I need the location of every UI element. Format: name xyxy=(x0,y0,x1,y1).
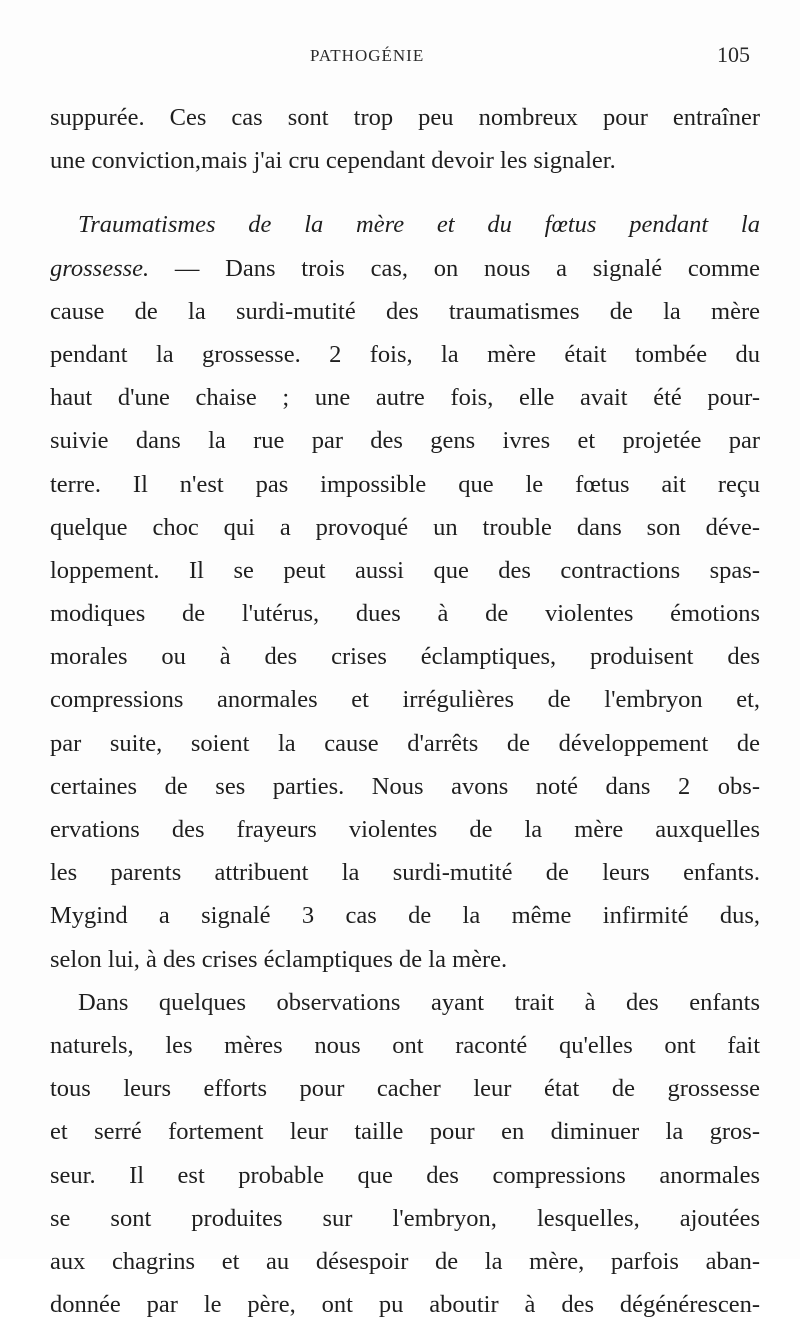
text-line: quelque choc qui a provoqué un trouble dans son déve- xyxy=(50,513,760,541)
text-line: donnée par le père, ont pu aboutir à des dégénérescen- xyxy=(50,1291,760,1319)
text-line: suppurée. Ces cas sont trop peu nombreux pour entraîner xyxy=(50,104,760,131)
running-head xyxy=(50,44,750,74)
section-heading-line xyxy=(50,203,760,246)
body-text xyxy=(50,96,760,1326)
text-line: une conviction,mais j'ai cru cependant devoir les signaler. xyxy=(50,147,616,175)
text-line: naturels, les mères nous ont raconté qu'elles ont fait xyxy=(50,1031,760,1059)
text-line: se sont produites sur l'embryon, lesquelles, ajoutées xyxy=(50,1204,760,1232)
text-line: par suite, soient la cause d'arrêts de développement de xyxy=(50,729,760,757)
section-heading-end: grossesse. xyxy=(50,254,150,282)
text-line: cause de la surdi-mutité des traumatismes de la mère xyxy=(50,297,760,325)
text-line: tous leurs efforts pour cacher leur état de grossesse xyxy=(50,1075,760,1103)
text-line: loppement. Il se peut aussi que des contractions spas- xyxy=(50,556,760,584)
text-line: compressions anormales et irrégulières de l'embryon et, xyxy=(50,686,760,714)
page-number: 105 xyxy=(717,42,750,67)
text-line: Mygind a signalé 3 cas de la même infirmité dus, xyxy=(50,902,760,930)
text-line: selon lui, à des crises éclamptiques de la mère. xyxy=(50,945,508,973)
text-line: aux chagrins et au désespoir de la mère, parfois aban- xyxy=(50,1247,760,1275)
text-line: certaines de ses parties. Nous avons noté dans 2 obs- xyxy=(50,772,760,800)
text-line: modiques de l'utérus, dues à de violentes émotions xyxy=(50,600,760,628)
text-line: morales ou à des crises éclamptiques, produisent des xyxy=(50,643,760,671)
text-line: seur. Il est probable que des compressions anormales xyxy=(50,1161,760,1189)
paragraph-gap xyxy=(50,182,760,203)
text-line: haut d'une chaise ; une autre fois, elle avait été pour- xyxy=(50,384,760,412)
running-title: PATHOGÉNIE xyxy=(310,46,425,65)
section-heading: Traumatismes de la mère et du fœtus pendant la xyxy=(78,211,760,239)
text-line: les parents attribuent la surdi-mutité de leurs enfants. xyxy=(50,859,760,887)
text-line: et serré fortement leur taille pour en diminuer la gros- xyxy=(50,1118,760,1146)
text-line: pendant la grossesse. 2 fois, la mère était tombée du xyxy=(50,340,760,368)
text-line: suivie dans la rue par des gens ivres et projetée par xyxy=(50,427,760,455)
text-line: terre. Il n'est pas impossible que le fœtus ait reçu xyxy=(50,470,760,498)
text-line-rest: — Dans trois cas, on nous a signalé comme xyxy=(149,254,760,282)
text-line: ervations des frayeurs violentes de la mère auxquelles xyxy=(50,816,760,843)
text-line xyxy=(50,247,760,290)
text-line: Dans quelques observations ayant trait à des enfants xyxy=(78,988,760,1016)
